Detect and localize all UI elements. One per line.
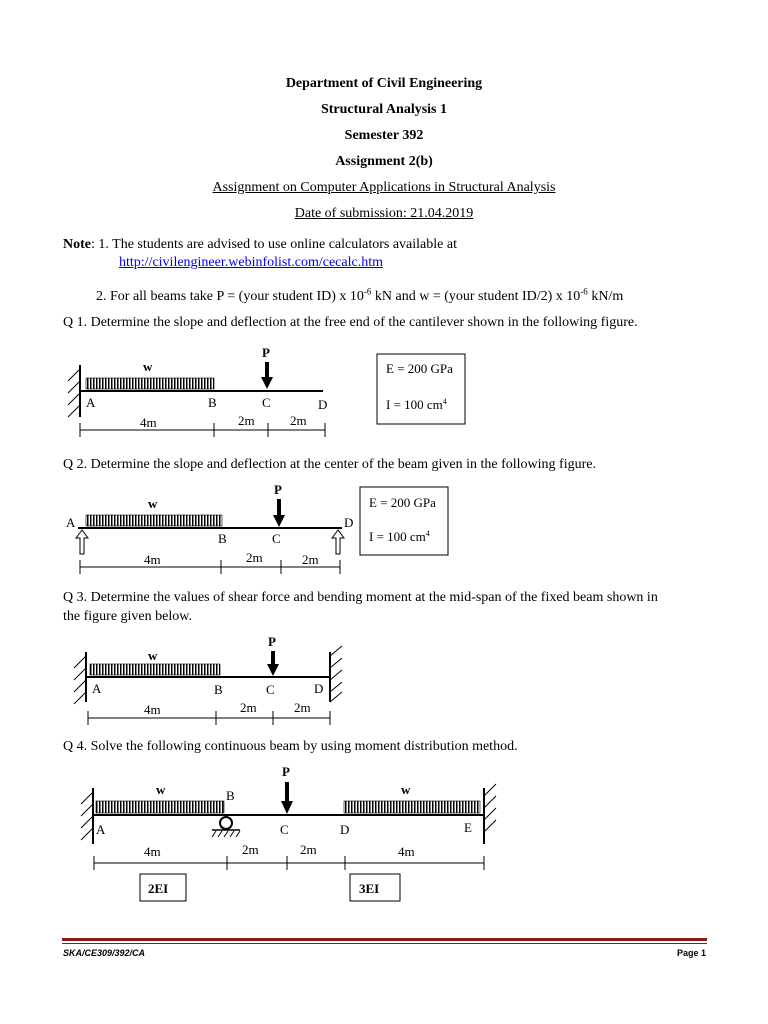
label-P: P xyxy=(282,764,290,779)
note-text-2b: kN and w = (your student ID/2) x 10 xyxy=(371,289,581,304)
figure-q3-fixed-beam xyxy=(0,630,768,730)
support-A-reaction xyxy=(76,530,88,554)
label-A: A xyxy=(96,822,106,837)
note-text-1: : 1. The students are advised to use online calculators available at xyxy=(91,237,457,252)
point-load-arrowhead xyxy=(261,377,273,389)
udl-load xyxy=(86,378,214,389)
label-A: A xyxy=(92,681,102,696)
label-B: B xyxy=(214,682,223,697)
label-P: P xyxy=(262,345,270,360)
note-line-2 xyxy=(96,286,624,305)
point-load-arrowhead xyxy=(281,801,293,814)
calculator-link[interactable]: http://civilengineer.webinfolist.com/cecalc.htm xyxy=(119,255,383,270)
department-title: Department of Civil Engineering xyxy=(285,76,483,91)
label-D: D xyxy=(344,515,354,530)
note-link-line xyxy=(119,255,383,271)
label-w-right: w xyxy=(401,782,411,797)
question-3-line-2: the figure given below. xyxy=(63,609,192,624)
label-B: B xyxy=(218,531,227,546)
footer-rule-thick xyxy=(62,938,707,941)
label-w: w xyxy=(148,648,158,663)
roller-support-B xyxy=(220,817,232,829)
label-D: D xyxy=(318,397,328,412)
question-4: Q 4. Solve the following continuous beam by using moment distribution method. xyxy=(63,739,518,754)
fixed-support-hatch xyxy=(68,369,80,417)
support-D-reaction xyxy=(332,530,344,554)
dim-2m-a: 2m xyxy=(240,700,257,715)
udl-load-right xyxy=(344,801,480,813)
dim-2m-a: 2m xyxy=(238,413,255,428)
dim-2m-b: 2m xyxy=(300,842,317,857)
point-load-arrowhead xyxy=(267,664,279,676)
submission-date: Date of submission: 21.04.2019 xyxy=(294,206,474,221)
label-B: B xyxy=(208,395,217,410)
dim-4m-b: 4m xyxy=(398,844,415,859)
dim-2m-b: 2m xyxy=(290,413,307,428)
label-C: C xyxy=(266,682,275,697)
note-text-2c: kN/m xyxy=(587,289,624,304)
label-w-left: w xyxy=(156,782,166,797)
question-1: Q 1. Determine the slope and deflection at the free end of the cantilever shown in the following figure. xyxy=(63,315,638,330)
note-text-2a: 2. For all beams take P = (your student ID) x 10 xyxy=(96,289,364,304)
note-line-1 xyxy=(63,237,457,253)
property-I: I = 100 $cm^4$ xyxy=(369,529,430,544)
label-P: P xyxy=(268,634,276,649)
ei-right: 3EI xyxy=(359,881,380,896)
dim-4m: 4m xyxy=(144,702,161,717)
dim-2m-b: 2m xyxy=(294,700,311,715)
assignment-title: Assignment 2(b) xyxy=(335,154,433,169)
note-exp-1: -6 xyxy=(363,286,372,297)
point-load-arrowhead xyxy=(273,515,285,527)
question-3-line-1: Q 3. Determine the values of shear force and bending moment at the mid-span of the fixed beam shown in xyxy=(63,590,658,605)
assignment-subtitle: Assignment on Computer Applications in Structural Analysis xyxy=(212,180,556,195)
note-label: Note xyxy=(63,237,91,252)
label-A: A xyxy=(66,515,76,530)
label-D: D xyxy=(340,822,350,837)
note-exp-2: -6 xyxy=(580,286,588,297)
dim-4m: 4m xyxy=(144,552,161,567)
label-D: D xyxy=(314,681,324,696)
udl-load-left xyxy=(96,801,224,813)
property-E: E = 200 GPa xyxy=(386,361,453,376)
dim-2m-a: 2m xyxy=(246,550,263,565)
label-w: w xyxy=(148,496,158,511)
udl-load xyxy=(90,664,220,675)
dim-4m: 4m xyxy=(140,415,157,430)
label-w: w xyxy=(143,359,153,374)
label-C: C xyxy=(262,395,271,410)
semester-title: Semester 392 xyxy=(344,128,424,143)
document-code: SKA/CE309/392/CA xyxy=(63,948,146,958)
dim-4m-a: 4m xyxy=(144,844,161,859)
label-A: A xyxy=(86,395,96,410)
dim-2m-b: 2m xyxy=(302,552,319,567)
ei-left: 2EI xyxy=(148,881,169,896)
question-2: Q 2. Determine the slope and deflection at the center of the beam given in the following figure. xyxy=(63,457,596,472)
figure-q4-continuous-beam xyxy=(0,758,768,908)
label-B: B xyxy=(226,788,235,803)
label-C: C xyxy=(272,531,281,546)
label-C: C xyxy=(280,822,289,837)
figure-q1-cantilever xyxy=(0,335,768,445)
label-P: P xyxy=(274,482,282,497)
page-number: Page 1 xyxy=(676,948,706,958)
property-I: I = 100 $cm^4$ xyxy=(386,397,447,412)
footer-rule-thin xyxy=(62,943,707,944)
course-title: Structural Analysis 1 xyxy=(320,102,447,117)
dim-2m-a: 2m xyxy=(242,842,259,857)
udl-load xyxy=(86,515,222,526)
label-E: E xyxy=(464,820,472,835)
property-E: E = 200 GPa xyxy=(369,495,436,510)
figure-q2-simply-supported xyxy=(0,480,768,580)
